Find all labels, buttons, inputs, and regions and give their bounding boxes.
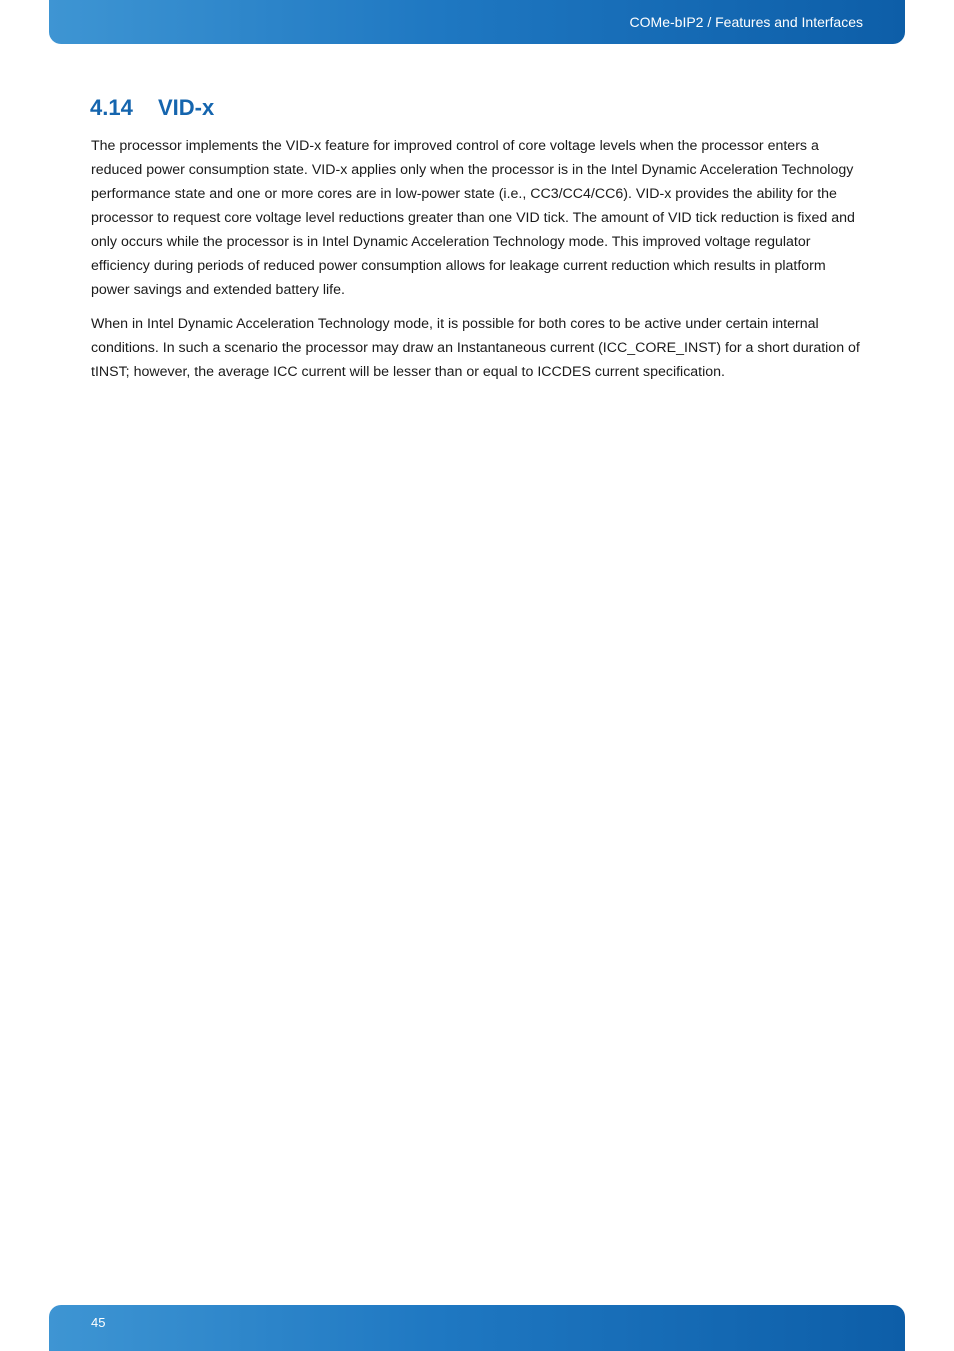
body-paragraph: When in Intel Dynamic Acceleration Technology mode, it is possible for both cores to be active under certain internal conditions. In such a scenario the processor may draw an Instantaneous current (ICC_CORE_INST) for a short duration of tINST; however, the average ICC current will be lesser than or equal to ICCDES current specification. bbox=[91, 316, 860, 380]
page-header-bar bbox=[49, 0, 905, 44]
section-body bbox=[91, 134, 867, 394]
header-title: COMe-bIP2 / Features and Interfaces bbox=[629, 14, 863, 30]
body-paragraph: The processor implements the VID-x feature for improved control of core voltage levels when the processor enters a reduced power consumption state. VID-x applies only when the processor is in the Intel Dynamic Acceleration Technology performance state and one or more cores are in low-power state (i.e., CC3/CC4/CC6). VID-x provides the ability for the processor to request core voltage level reductions greater than one VID tick. The amount of VID tick reduction is fixed and only occurs while the processor is in Intel Dynamic Acceleration Technology mode. This improved voltage regulator efficiency during periods of reduced power consumption allows for leakage current reduction which results in platform power savings and extended battery life. bbox=[91, 138, 855, 298]
page-number: 45 bbox=[91, 1315, 106, 1330]
section-title: VID-x bbox=[158, 95, 215, 120]
section-heading bbox=[90, 95, 214, 121]
page-footer-bar bbox=[49, 1305, 905, 1351]
section-number: 4.14 bbox=[90, 95, 133, 120]
